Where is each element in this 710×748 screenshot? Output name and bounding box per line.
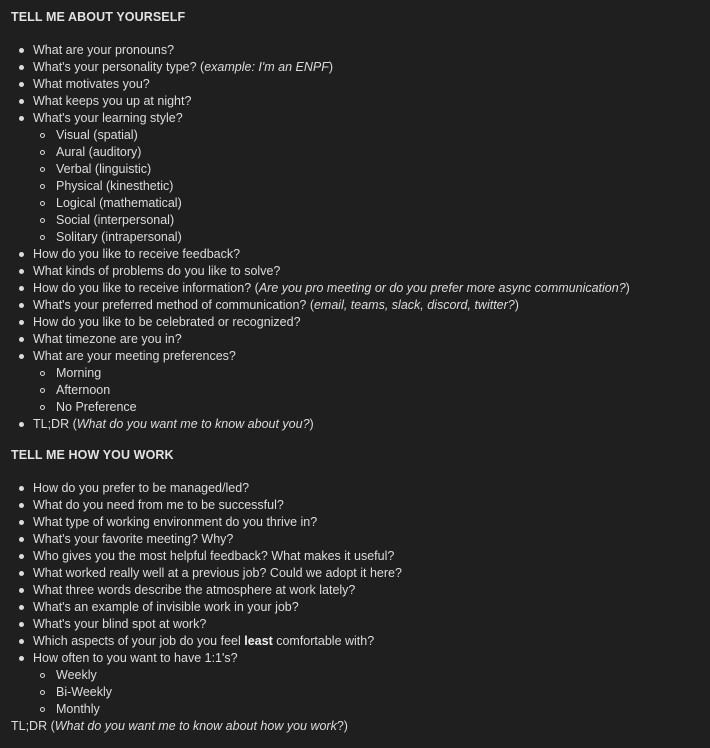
sub-list	[33, 127, 710, 246]
sub-list-item	[33, 399, 710, 416]
list-item	[11, 480, 710, 497]
section-heading-about-yourself: TELL ME ABOUT YOURSELF	[11, 10, 186, 24]
list-item-text: What motivates you?	[33, 77, 150, 91]
bullet-dot-icon	[19, 65, 24, 70]
bullet-dot-icon	[19, 320, 24, 325]
hollow-bullet-icon	[40, 218, 45, 223]
list-item	[11, 331, 710, 348]
list-item-text: What type of working environment do you thrive in?	[33, 515, 318, 529]
sub-list-item-text: Physical (kinesthetic)	[56, 179, 174, 193]
list-item-text-after: )	[625, 281, 630, 295]
list-item-text: How do you like to receive feedback?	[33, 247, 241, 261]
bullet-dot-icon	[19, 116, 24, 121]
list-item-text: What kinds of problems do you like to solve?	[33, 264, 281, 278]
bullet-dot-icon	[19, 605, 24, 610]
bullet-dot-icon	[19, 554, 24, 559]
sub-list-item-text: Weekly	[56, 668, 97, 682]
sub-list-item	[33, 212, 710, 229]
bullet-dot-icon	[19, 269, 24, 274]
list-item	[11, 548, 710, 565]
list-item-text: Who gives you the most helpful feedback? What makes it useful?	[33, 549, 395, 563]
bullet-dot-icon	[19, 422, 24, 427]
bullet-dot-icon	[19, 503, 24, 508]
list-item	[11, 633, 710, 650]
hollow-bullet-icon	[40, 690, 45, 695]
hollow-bullet-icon	[40, 405, 45, 410]
list-item	[11, 616, 710, 633]
list-item	[11, 514, 710, 531]
hollow-bullet-icon	[40, 673, 45, 678]
list-item	[11, 650, 710, 718]
list-item-text: What are your pronouns?	[33, 43, 175, 57]
list-item	[11, 582, 710, 599]
sub-list-item-text: Visual (spatial)	[56, 128, 138, 142]
list-item-text: What's your personality type? (	[33, 60, 205, 74]
sub-list-item	[33, 127, 710, 144]
list-item	[11, 497, 710, 514]
list-item	[11, 246, 710, 263]
list-item	[11, 76, 710, 93]
sub-list-item-text: Logical (mathematical)	[56, 196, 182, 210]
bullet-dot-icon	[19, 622, 24, 627]
sub-list-item-text: No Preference	[56, 400, 137, 414]
list-item-text: What's your favorite meeting? Why?	[33, 532, 234, 546]
sub-list-item	[33, 382, 710, 399]
list-item-text: What's your blind spot at work?	[33, 617, 207, 631]
sub-list-item-text: Verbal (linguistic)	[56, 162, 152, 176]
sub-list-item	[33, 684, 710, 701]
list-item-text: Which aspects of your job do you feel	[33, 634, 245, 648]
bullet-dot-icon	[19, 337, 24, 342]
bullet-dot-icon	[19, 656, 24, 661]
list-item-text: What's your learning style?	[33, 111, 183, 125]
sub-list-item-text: Social (interpersonal)	[56, 213, 175, 227]
bullet-dot-icon	[19, 571, 24, 576]
sub-list	[33, 667, 710, 718]
sub-list-item	[33, 701, 710, 718]
hollow-bullet-icon	[40, 371, 45, 376]
bullet-dot-icon	[19, 520, 24, 525]
sub-list-item-text: Solitary (intrapersonal)	[56, 230, 182, 244]
sub-list-item-text: Monthly	[56, 702, 100, 716]
hollow-bullet-icon	[40, 201, 45, 206]
bullet-dot-icon	[19, 99, 24, 104]
list-item-text: What timezone are you in?	[33, 332, 182, 346]
bullet-dot-icon	[19, 303, 24, 308]
sub-list-item	[33, 161, 710, 178]
sub-list	[33, 365, 710, 416]
hollow-bullet-icon	[40, 167, 45, 172]
bullet-dot-icon	[19, 537, 24, 542]
list-item-emphasis: Are you pro meeting or do you prefer more async communication?	[258, 281, 626, 295]
list-item	[11, 416, 710, 433]
sub-list-item-text: Afternoon	[56, 383, 111, 397]
hollow-bullet-icon	[40, 184, 45, 189]
list-item-text: What's your preferred method of communication? (	[33, 298, 314, 312]
list-item-text-after: )	[328, 60, 334, 74]
list-item	[11, 599, 710, 616]
bullet-dot-icon	[19, 82, 24, 87]
list-item	[11, 348, 710, 416]
list-item-text: What are your meeting preferences?	[33, 349, 236, 363]
list-item	[11, 565, 710, 582]
list-item	[11, 263, 710, 280]
sub-list-item	[33, 365, 710, 382]
bullet-dot-icon	[19, 252, 24, 257]
tldr-text: TL;DR (	[11, 719, 55, 733]
hollow-bullet-icon	[40, 235, 45, 240]
sub-list-item	[33, 229, 710, 246]
bullet-dot-icon	[19, 48, 24, 53]
tldr-text-after: ?)	[336, 719, 348, 733]
hollow-bullet-icon	[40, 707, 45, 712]
hollow-bullet-icon	[40, 150, 45, 155]
section-heading-how-you-work: TELL ME HOW YOU WORK	[11, 448, 174, 462]
sub-list-item	[33, 144, 710, 161]
list-item	[11, 59, 710, 76]
list-item-text: What's an example of invisible work in your job?	[33, 600, 299, 614]
sub-list-item	[33, 195, 710, 212]
list-item-text-after: comfortable with?	[272, 634, 375, 648]
bullet-dot-icon	[19, 354, 24, 359]
list-item-text-after: )	[514, 298, 519, 312]
list-item	[11, 93, 710, 110]
sub-list-item-text: Bi-Weekly	[56, 685, 113, 699]
list-item-emphasis: email, teams, slack, discord, twitter?	[313, 298, 515, 312]
list-item-emphasis: What do you want me to know about you?	[76, 417, 310, 431]
list-item	[11, 531, 710, 548]
list-item	[11, 314, 710, 331]
list-item	[11, 42, 710, 59]
list-item-text: What worked really well at a previous job? Could we adopt it here?	[33, 566, 402, 580]
list-item-bold: least	[244, 634, 273, 648]
sub-list-item-text: Morning	[56, 366, 102, 380]
tldr-emphasis: What do you want me to know about how you work	[54, 719, 337, 733]
how-you-work-list	[11, 480, 710, 718]
bullet-dot-icon	[19, 486, 24, 491]
sub-list-item	[33, 178, 710, 195]
list-item	[11, 110, 710, 246]
list-item-text-after: )	[309, 417, 314, 431]
list-item-emphasis: example: I'm an ENPF	[204, 60, 329, 74]
sub-list-item	[33, 667, 710, 684]
about-yourself-list	[11, 42, 710, 433]
tldr-how-you-work	[11, 718, 710, 735]
list-item-text: How do you like to be celebrated or recognized?	[33, 315, 301, 329]
bullet-dot-icon	[19, 639, 24, 644]
list-item-text: What three words describe the atmosphere at work lately?	[33, 583, 356, 597]
sub-list-item-text: Aural (auditory)	[56, 145, 142, 159]
bullet-dot-icon	[19, 588, 24, 593]
bullet-dot-icon	[19, 286, 24, 291]
list-item-text: What keeps you up at night?	[33, 94, 192, 108]
list-item	[11, 280, 710, 297]
list-item-text: How often to you want to have 1:1's?	[33, 651, 238, 665]
list-item-text: How do you prefer to be managed/led?	[33, 481, 250, 495]
list-item	[11, 297, 710, 314]
list-item-text: What do you need from me to be successful?	[33, 498, 284, 512]
hollow-bullet-icon	[40, 388, 45, 393]
hollow-bullet-icon	[40, 133, 45, 138]
list-item-text: How do you like to receive information? (	[33, 281, 259, 295]
list-item-text: TL;DR (	[33, 417, 77, 431]
